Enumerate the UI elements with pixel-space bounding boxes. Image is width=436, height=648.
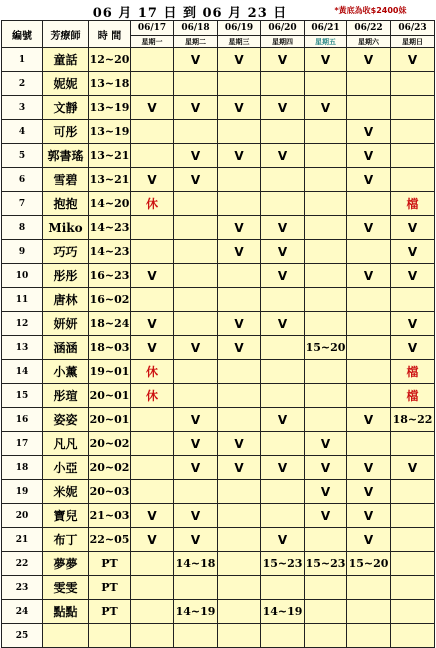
- table-row: [2, 192, 435, 216]
- row-number: 13: [2, 336, 43, 360]
- header-time: 時 間: [89, 21, 131, 48]
- table-row: [2, 336, 435, 360]
- schedule-cell: [391, 120, 435, 144]
- schedule-table: [1, 20, 435, 648]
- header-weekday: 星期四: [261, 36, 305, 48]
- schedule-cell: V: [131, 504, 174, 528]
- shift-time: 12~20: [89, 48, 131, 72]
- schedule-cell: [174, 216, 218, 240]
- shift-time: 21~03: [89, 504, 131, 528]
- schedule-cell: [305, 384, 347, 408]
- table-row: [2, 624, 435, 648]
- row-number: 22: [2, 552, 43, 576]
- schedule-cell: [218, 360, 261, 384]
- table-row: [2, 600, 435, 624]
- schedule-cell: [174, 312, 218, 336]
- schedule-cell: V: [218, 48, 261, 72]
- schedule-cell: V: [174, 48, 218, 72]
- schedule-cell: [218, 600, 261, 624]
- schedule-cell: V: [261, 408, 305, 432]
- schedule-cell: V: [261, 144, 305, 168]
- schedule-cell: [305, 72, 347, 96]
- therapist-name: 妍妍: [43, 312, 89, 336]
- schedule-cell: [305, 288, 347, 312]
- schedule-cell: V: [218, 336, 261, 360]
- row-number: 6: [2, 168, 43, 192]
- shift-time: 13~21: [89, 168, 131, 192]
- schedule-cell: [347, 72, 391, 96]
- schedule-cell: [347, 312, 391, 336]
- schedule-cell: [305, 120, 347, 144]
- schedule-cell: [218, 504, 261, 528]
- schedule-cell: [131, 48, 174, 72]
- schedule-cell: [218, 528, 261, 552]
- schedule-cell: [131, 552, 174, 576]
- schedule-cell: V: [131, 264, 174, 288]
- schedule-cell: [131, 72, 174, 96]
- schedule-cell: 休: [131, 384, 174, 408]
- schedule-cell: V: [391, 264, 435, 288]
- row-number: 14: [2, 360, 43, 384]
- schedule-cell: [391, 552, 435, 576]
- schedule-cell: [347, 288, 391, 312]
- schedule-cell: V: [261, 240, 305, 264]
- schedule-cell: 14~18: [174, 552, 218, 576]
- therapist-name: 抱抱: [43, 192, 89, 216]
- schedule-cell: [261, 384, 305, 408]
- schedule-cell: V: [391, 456, 435, 480]
- shift-time: 14~23: [89, 240, 131, 264]
- schedule-cell: V: [131, 336, 174, 360]
- row-number: 1: [2, 48, 43, 72]
- therapist-name: 布丁: [43, 528, 89, 552]
- schedule-cell: V: [218, 144, 261, 168]
- schedule-cell: V: [305, 432, 347, 456]
- schedule-cell: V: [347, 48, 391, 72]
- schedule-cell: [391, 528, 435, 552]
- header-weekday: 星期二: [174, 36, 218, 48]
- schedule-cell: [218, 480, 261, 504]
- schedule-cell: V: [391, 216, 435, 240]
- row-number: 20: [2, 504, 43, 528]
- table-row: [2, 120, 435, 144]
- shift-time: 14~23: [89, 216, 131, 240]
- schedule-cell: [218, 576, 261, 600]
- schedule-cell: [347, 600, 391, 624]
- schedule-cell: [391, 480, 435, 504]
- therapist-name: 雪碧: [43, 168, 89, 192]
- schedule-cell: V: [305, 504, 347, 528]
- therapist-name: 彤瑄: [43, 384, 89, 408]
- schedule-cell: [218, 120, 261, 144]
- schedule-cell: [305, 264, 347, 288]
- row-number: 8: [2, 216, 43, 240]
- schedule-cell: [391, 144, 435, 168]
- schedule-cell: [218, 264, 261, 288]
- schedule-cell: [347, 384, 391, 408]
- table-row: [2, 312, 435, 336]
- schedule-cell: V: [305, 456, 347, 480]
- schedule-cell: [261, 192, 305, 216]
- therapist-name: 米妮: [43, 480, 89, 504]
- row-number: 23: [2, 576, 43, 600]
- therapist-name: 寶兒: [43, 504, 89, 528]
- schedule-cell: V: [261, 264, 305, 288]
- schedule-cell: [347, 360, 391, 384]
- schedule-cell: V: [218, 96, 261, 120]
- schedule-cell: [347, 624, 391, 648]
- table-row: [2, 504, 435, 528]
- therapist-name: 唐林: [43, 288, 89, 312]
- schedule-cell: [218, 192, 261, 216]
- schedule-cell: [391, 288, 435, 312]
- schedule-cell: V: [218, 432, 261, 456]
- header-num: 編號: [2, 21, 43, 48]
- row-number: 11: [2, 288, 43, 312]
- schedule-cell: V: [347, 216, 391, 240]
- schedule-cell: [305, 240, 347, 264]
- schedule-cell: [261, 120, 305, 144]
- schedule-cell: [305, 216, 347, 240]
- schedule-cell: [174, 72, 218, 96]
- shift-time: 13~19: [89, 96, 131, 120]
- table-row: [2, 288, 435, 312]
- schedule-cell: V: [174, 504, 218, 528]
- schedule-cell: V: [391, 312, 435, 336]
- header-date: 06/21: [305, 21, 347, 36]
- schedule-cell: [261, 504, 305, 528]
- schedule-cell: V: [347, 264, 391, 288]
- header-date: 06/22: [347, 21, 391, 36]
- therapist-name: 文靜: [43, 96, 89, 120]
- therapist-name: 郭書瑤: [43, 144, 89, 168]
- row-number: 3: [2, 96, 43, 120]
- schedule-cell: [347, 576, 391, 600]
- row-number: 5: [2, 144, 43, 168]
- shift-time: PT: [89, 576, 131, 600]
- schedule-cell: V: [305, 96, 347, 120]
- shift-time: 20~02: [89, 456, 131, 480]
- schedule-cell: [305, 168, 347, 192]
- schedule-header: [2, 21, 435, 48]
- schedule-cell: [218, 168, 261, 192]
- schedule-cell: V: [261, 216, 305, 240]
- schedule-cell: [305, 312, 347, 336]
- row-number: 17: [2, 432, 43, 456]
- table-row: [2, 360, 435, 384]
- schedule-cell: [347, 192, 391, 216]
- schedule-cell: [131, 288, 174, 312]
- row-number: 18: [2, 456, 43, 480]
- schedule-cell: [261, 624, 305, 648]
- shift-time: 20~02: [89, 432, 131, 456]
- schedule-cell: V: [131, 312, 174, 336]
- therapist-name: 童話: [43, 48, 89, 72]
- schedule-cell: 檔: [391, 360, 435, 384]
- schedule-cell: V: [174, 168, 218, 192]
- schedule-cell: [305, 576, 347, 600]
- therapist-name: 彤彤: [43, 264, 89, 288]
- schedule-cell: [261, 336, 305, 360]
- row-number: 10: [2, 264, 43, 288]
- schedule-cell: [174, 480, 218, 504]
- schedule-cell: [391, 576, 435, 600]
- row-number: 16: [2, 408, 43, 432]
- schedule-cell: [218, 552, 261, 576]
- schedule-cell: [261, 432, 305, 456]
- shift-time: 20~01: [89, 408, 131, 432]
- table-row: [2, 240, 435, 264]
- therapist-name: 雯雯: [43, 576, 89, 600]
- table-row: [2, 576, 435, 600]
- schedule-cell: V: [174, 144, 218, 168]
- schedule-cell: [347, 240, 391, 264]
- schedule-cell: V: [174, 336, 218, 360]
- schedule-cell: [391, 432, 435, 456]
- table-row: [2, 264, 435, 288]
- shift-time: 16~02: [89, 288, 131, 312]
- schedule-cell: V: [131, 528, 174, 552]
- schedule-cell: 14~19: [174, 600, 218, 624]
- schedule-cell: V: [218, 216, 261, 240]
- schedule-cell: 檔: [391, 384, 435, 408]
- schedule-cell: [261, 360, 305, 384]
- header-weekday: 星期五: [305, 36, 347, 48]
- table-row: [2, 432, 435, 456]
- therapist-name: 凡凡: [43, 432, 89, 456]
- schedule-cell: [391, 600, 435, 624]
- row-number: 24: [2, 600, 43, 624]
- table-row: [2, 48, 435, 72]
- table-row: [2, 168, 435, 192]
- shift-time: PT: [89, 552, 131, 576]
- schedule-cell: [261, 72, 305, 96]
- schedule-cell: V: [305, 480, 347, 504]
- header-date: 06/19: [218, 21, 261, 36]
- therapist-name: 姿姿: [43, 408, 89, 432]
- schedule-cell: [218, 624, 261, 648]
- shift-time: [89, 624, 131, 648]
- schedule-cell: V: [261, 48, 305, 72]
- schedule-cell: [218, 288, 261, 312]
- schedule-cell: V: [218, 240, 261, 264]
- schedule-cell: V: [174, 408, 218, 432]
- table-row: [2, 72, 435, 96]
- shift-time: 20~01: [89, 384, 131, 408]
- schedule-cell: [391, 72, 435, 96]
- schedule-cell: [174, 192, 218, 216]
- therapist-name: 可彤: [43, 120, 89, 144]
- schedule-cell: [131, 600, 174, 624]
- schedule-cell: V: [391, 336, 435, 360]
- schedule-cell: 15~23: [261, 552, 305, 576]
- therapist-name: 點點: [43, 600, 89, 624]
- shift-time: 13~18: [89, 72, 131, 96]
- schedule-cell: V: [347, 168, 391, 192]
- shift-time: 14~20: [89, 192, 131, 216]
- therapist-name: 小薰: [43, 360, 89, 384]
- row-number: 15: [2, 384, 43, 408]
- schedule-cell: [305, 192, 347, 216]
- schedule-cell: [261, 288, 305, 312]
- schedule-cell: [131, 432, 174, 456]
- schedule-cell: [131, 408, 174, 432]
- schedule-cell: 檔: [391, 192, 435, 216]
- price-note: *黃底為收$2400妹: [334, 6, 407, 15]
- schedule-cell: [174, 288, 218, 312]
- schedule-cell: [218, 72, 261, 96]
- schedule-cell: [305, 144, 347, 168]
- row-number: 25: [2, 624, 43, 648]
- table-row: [2, 480, 435, 504]
- shift-time: 13~21: [89, 144, 131, 168]
- schedule-cell: [347, 336, 391, 360]
- schedule-cell: [218, 408, 261, 432]
- schedule-cell: 15~23: [305, 552, 347, 576]
- schedule-cell: V: [261, 96, 305, 120]
- schedule-cell: [174, 360, 218, 384]
- shift-time: PT: [89, 600, 131, 624]
- row-number: 7: [2, 192, 43, 216]
- schedule-cell: [305, 360, 347, 384]
- table-row: [2, 384, 435, 408]
- schedule-cell: 15~20: [305, 336, 347, 360]
- schedule-cell: [174, 384, 218, 408]
- therapist-name: [43, 624, 89, 648]
- schedule-cell: 18~22: [391, 408, 435, 432]
- schedule-cell: V: [347, 504, 391, 528]
- page-title: 06 月 17 日 到 06 月 23 日: [92, 6, 288, 21]
- table-row: [2, 552, 435, 576]
- schedule-cell: [131, 144, 174, 168]
- schedule-cell: 休: [131, 192, 174, 216]
- schedule-cell: [131, 216, 174, 240]
- schedule-cell: 15~20: [347, 552, 391, 576]
- schedule-cell: [174, 624, 218, 648]
- table-row: [2, 216, 435, 240]
- schedule-cell: [261, 168, 305, 192]
- row-number: 12: [2, 312, 43, 336]
- schedule-cell: V: [347, 144, 391, 168]
- schedule-cell: V: [131, 96, 174, 120]
- therapist-name: 涵涵: [43, 336, 89, 360]
- schedule-cell: [347, 432, 391, 456]
- schedule-cell: [174, 576, 218, 600]
- schedule-cell: [261, 480, 305, 504]
- table-row: [2, 456, 435, 480]
- row-number: 9: [2, 240, 43, 264]
- schedule-cell: V: [305, 48, 347, 72]
- schedule-cell: V: [347, 480, 391, 504]
- header-date: 06/18: [174, 21, 218, 36]
- header-weekday: 星期六: [347, 36, 391, 48]
- schedule-cell: V: [261, 312, 305, 336]
- header-name: 芳療師: [43, 21, 89, 48]
- schedule-cell: [391, 624, 435, 648]
- schedule-cell: 休: [131, 360, 174, 384]
- shift-time: 22~05: [89, 528, 131, 552]
- schedule-cell: [305, 408, 347, 432]
- header-date: 06/17: [131, 21, 174, 36]
- shift-time: 18~24: [89, 312, 131, 336]
- shift-time: 16~23: [89, 264, 131, 288]
- schedule-cell: V: [218, 456, 261, 480]
- schedule-cell: [305, 600, 347, 624]
- shift-time: 18~03: [89, 336, 131, 360]
- header-date: 06/20: [261, 21, 305, 36]
- schedule-cell: [305, 624, 347, 648]
- header-weekday: 星期日: [391, 36, 435, 48]
- header-weekday: 星期一: [131, 36, 174, 48]
- schedule-cell: [305, 528, 347, 552]
- schedule-cell: V: [218, 312, 261, 336]
- header-date: 06/23: [391, 21, 435, 36]
- schedule-cell: V: [347, 120, 391, 144]
- table-row: [2, 144, 435, 168]
- row-number: 2: [2, 72, 43, 96]
- schedule-cell: [174, 240, 218, 264]
- schedule-cell: [391, 504, 435, 528]
- schedule-cell: [131, 456, 174, 480]
- table-row: [2, 528, 435, 552]
- schedule-cell: V: [174, 96, 218, 120]
- shift-time: 19~01: [89, 360, 131, 384]
- therapist-name: 夢夢: [43, 552, 89, 576]
- table-row: [2, 408, 435, 432]
- schedule-cell: [391, 168, 435, 192]
- schedule-cell: [131, 576, 174, 600]
- schedule-cell: V: [261, 528, 305, 552]
- schedule-cell: V: [347, 456, 391, 480]
- row-number: 4: [2, 120, 43, 144]
- schedule-cell: V: [174, 456, 218, 480]
- schedule-cell: V: [174, 432, 218, 456]
- schedule-cell: [391, 96, 435, 120]
- schedule-cell: [131, 480, 174, 504]
- schedule-cell: [174, 264, 218, 288]
- therapist-name: 妮妮: [43, 72, 89, 96]
- row-number: 19: [2, 480, 43, 504]
- schedule-cell: V: [131, 168, 174, 192]
- schedule-body: [2, 48, 435, 648]
- schedule-cell: V: [391, 240, 435, 264]
- schedule-cell: V: [347, 408, 391, 432]
- schedule-cell: V: [174, 528, 218, 552]
- therapist-name: 巧巧: [43, 240, 89, 264]
- shift-time: 20~03: [89, 480, 131, 504]
- table-row: [2, 96, 435, 120]
- schedule-cell: [347, 96, 391, 120]
- schedule-cell: [174, 120, 218, 144]
- schedule-cell: [218, 384, 261, 408]
- therapist-name: Miko: [43, 216, 89, 240]
- schedule-cell: [131, 624, 174, 648]
- therapist-name: 小亞: [43, 456, 89, 480]
- schedule-cell: [261, 576, 305, 600]
- schedule-cell: V: [261, 456, 305, 480]
- row-number: 21: [2, 528, 43, 552]
- header-weekday: 星期三: [218, 36, 261, 48]
- schedule-cell: [131, 120, 174, 144]
- schedule-cell: V: [347, 528, 391, 552]
- schedule-cell: [131, 240, 174, 264]
- schedule-cell: 14~19: [261, 600, 305, 624]
- shift-time: 13~19: [89, 120, 131, 144]
- schedule-cell: V: [391, 48, 435, 72]
